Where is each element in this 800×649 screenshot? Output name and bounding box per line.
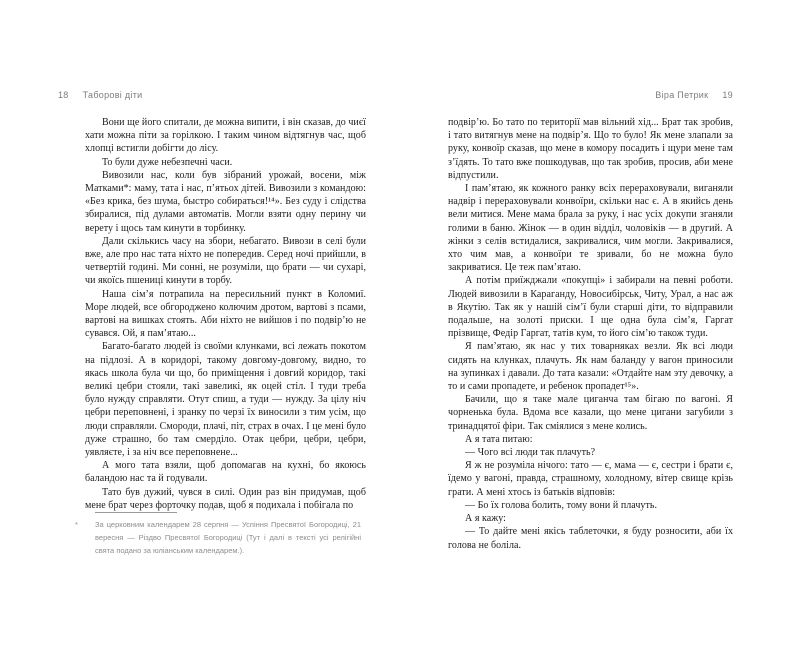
left-text-column [85, 116, 366, 512]
right-running-title: Віра Петрик [655, 90, 709, 100]
left-running-head [58, 90, 142, 100]
footnote-rule [95, 512, 177, 513]
paragraph: Наша сім’я потрапила на пересильний пункт в Коломиї. Море людей, все обгороджено колючим дротом, вартові з псами, вартові на вишках стоять. Аби ніхто не вийшов і по подвір’ю не сувався. Ой, я пам’ятаю... [85, 288, 366, 340]
paragraph: А мого тата взяли, щоб допомагав на кухні, бо якоюсь баландою нас та й годували. [85, 460, 366, 485]
paragraph: подвір’ю. Бо тато по території мав вільний хід... Брат так зробив, і тато витягнув мене на подвір’я. Що то було! Як мене злапали за руку, конвоїр сказав, що мене в комору посадить і щури мене там з’їдять. То тато вже пошкодував, що так зробив, просив, аби мене відпустили. [448, 117, 733, 181]
paragraph: Вивозили нас, коли був зібраний урожай, восени, між Матками*: маму, тата і нас, п’ятьох дітей. Вивозили з командою: «Без крика, без шума, быстро собираться!¹⁴». Без суду і слідства збиралися, під дулами автоматів. Могли взяти одну перину чи верету і щось там кинути в торбинку. [85, 169, 366, 234]
paragraph: Дали скількись часу на збори, небагато. Вивози в селі були вже, але про нас тата ніхто не попередив. Серед ночі прийшли, в четвертій годині. Ми сонні, не розуміли, що брати — чи сухарі, чи якоїсь пшениці кинути в торбу. [85, 235, 366, 287]
right-page-number: 19 [722, 90, 733, 100]
footnote-text: За церковним календарем 28 серпня — Успіння Пресвятої Богородиці, 21 вересня — Різдво Пресвятої Богородиці (Тут і далі в тексті усі релігійні свята подано за юліанським календарем.). [95, 520, 361, 555]
paragraph: А потім приїжджали «покупці» і забирали на певні роботи. Людей вивозили в Караганду, Новосибірськ, Читу, Урал, а нас аж в Якутію. Так як у нашій сім’ї були старші діти, то відправили подальше, на золоті приски. І ще одна була сім’я, Гаргат прізвище, Федір Гаргат, татів кум, то його сім’ю також туди. [448, 275, 733, 340]
paragraph: Я ж не розуміла нічого: тато — є, мама — є, сестри і брати є, їдемо у вагоні, правда, страшному, холодному, вітер свище крізь грати. А мені хтось із батьків відповів: [448, 460, 733, 498]
paragraph: Тато був дужий, чувся в силі. Один раз він придумав, щоб мене брат через форточку подав, щоб я подихала і побігала по [85, 486, 366, 511]
paragraph: Багато-багато людей із своїми клунками, всі лежать покотом на підлозі. А в коридорі, такому довгому-довгому, видно, то якась школа була чи що, бо приміщення і довгий коридор, такі великі цебри стояли, такі завеликі, як оцей стіл. І туди треба було нужду справляти. Отут спиш, а туди — нужду. За цілу ніч цебри переповнені, і зранку по черзі їх виносили з тим усім, що люди справляли. Смороди, плачі, піт, страх в очах. І це мені було дуже страшно, бо там смерділо. Отак цебри, цебри, цебри, уявляєте, і за ніч все переповнене... [85, 341, 366, 459]
paragraph: — Бо їх голова болить, тому вони й плачуть. [465, 499, 658, 511]
paragraph: Бачили, що я таке мале циганча там бігаю по вагоні. Я чорненька була. Вдома все казали, що мене цигани загубили з тринадцятої фіри. Так сміялися з мене колись. [448, 394, 733, 432]
paragraph: То були дуже небезпечні часи. [102, 156, 233, 168]
paragraph: І пам’ятаю, як кожного ранку всіх перераховували, виганяли надвір і перераховували конвоїри, скільки нас є. А в якийсь день вели митися. Мене мама брала за руку, і нас усіх докупи зганяли голими в баню. Жінок — в один відділ, чоловіків — в другий. А жінки з селів встидалися, закривалися, чим могли. Закривалися, хто чим мав, а конвоїри те зривали, бо не можна було закриватися. Це теж пам’ятаю. [448, 183, 733, 274]
paragraph: — То дайте мені якісь таблеточки, я буду розносити, аби їх голова не боліла. [448, 526, 733, 551]
paragraph: Я пам’ятаю, як нас у тих товарняках везли. Як всі люди сидять на клунках, плачуть. Як нам баланду у вагон приносили на зупинках і давали. До тата казали: «Отдайте нам эту девочку, а то и сами пропадете, и ребенок пропадет¹⁵». [448, 341, 733, 393]
paragraph: А я кажу: [465, 513, 506, 525]
left-running-title: Таборові діти [82, 90, 143, 100]
paragraph: Вони ще його спитали, де можна випити, і він сказав, до чиєї хати можна піти за горілкою. І таким чином відтягнув час, щоб хлопці встигли добігти до лісу. [85, 117, 366, 155]
right-text-column [448, 116, 733, 552]
paragraph: — Чого всі люди так плачуть? [465, 447, 596, 459]
left-page-number: 18 [58, 90, 69, 100]
footnote-marker: * [75, 520, 78, 529]
right-running-head [655, 90, 733, 100]
paragraph: А я тата питаю: [465, 433, 533, 445]
